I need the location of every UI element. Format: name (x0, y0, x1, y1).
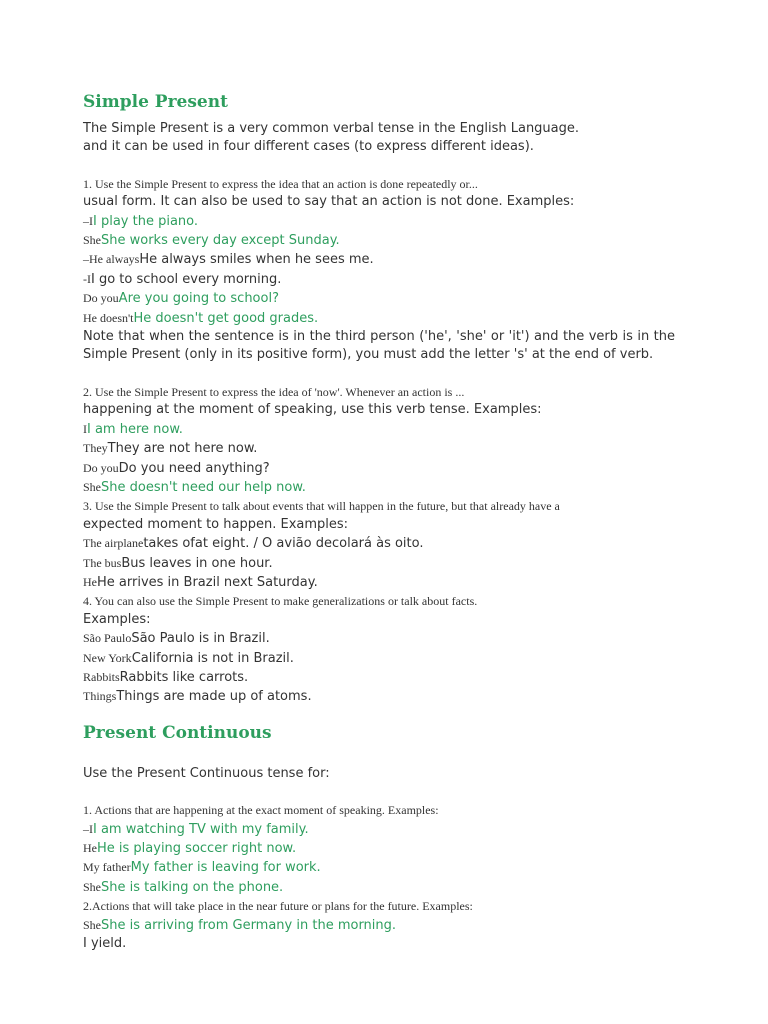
example-sentence: São Paulo is in Brazil. (131, 631, 270, 647)
example-line (83, 270, 675, 289)
example-prefix: -I (83, 271, 91, 286)
example-line (83, 820, 675, 839)
example-line (83, 573, 675, 592)
example-line (83, 459, 675, 478)
example-list (83, 420, 675, 498)
example-sentence: She is arriving from Germany in the morning. (101, 917, 397, 933)
case-title: 2. Use the Simple Present to express the idea of 'now'. Whenever an action is ... (83, 384, 465, 399)
example-line (83, 231, 675, 250)
example-prefix: Do you (83, 291, 119, 306)
example-prefix: She (83, 233, 101, 248)
example-sentence: They are not here now. (107, 441, 258, 457)
paragraph: and it can be used in four different cases (to express different ideas). (83, 139, 534, 155)
example-sentence: California is not in Brazil. (131, 650, 294, 666)
example-sentence: Things are made up of atoms. (116, 689, 312, 705)
example-prefix: Do you (83, 460, 119, 475)
example-sentence: Are you going to school? (118, 291, 279, 307)
document-page (83, 90, 675, 953)
example-sentence: He arrives in Brazil next Saturday. (97, 574, 318, 590)
example-list (83, 629, 675, 707)
example-prefix: She (83, 879, 101, 894)
example-prefix: He (83, 574, 97, 589)
example-prefix: He (83, 841, 97, 855)
example-prefix: –I (83, 213, 93, 228)
paragraph: The Simple Present is a very common verbal tense in the English Language. (83, 121, 580, 136)
example-sentence: She doesn't need our help now. (101, 479, 306, 495)
closing-line: I yield. (83, 936, 127, 952)
example-sentence: He is playing soccer right now. (97, 841, 297, 856)
example-line (83, 250, 675, 269)
example-line (83, 554, 675, 573)
example-sentence: I am watching TV with my family. (93, 821, 309, 837)
example-prefix: –He always (83, 252, 140, 267)
example-prefix: He doesn't (83, 310, 134, 325)
example-prefix: The bus (83, 555, 122, 570)
example-line (83, 649, 675, 668)
paragraph: Examples: (83, 611, 151, 627)
example-line (83, 839, 675, 858)
example-sentence: Bus leaves in one hour. (121, 555, 273, 571)
paragraph: expected moment to happen. Examples: (83, 516, 349, 532)
example-line (83, 289, 675, 308)
example-list (83, 534, 675, 592)
example-sentence: She works every day except Sunday. (101, 233, 340, 249)
example-sentence: I am here now. (87, 421, 183, 437)
example-prefix: –I (83, 821, 93, 836)
example-sentence: She is talking on the phone. (101, 879, 284, 895)
case-title: 1. Use the Simple Present to express the idea that an action is done repeatedly or... (83, 176, 478, 191)
example-sentence: Do you need anything? (118, 460, 270, 476)
case-title: 1. Actions that are happening at the exact moment of speaking. Examples: (83, 803, 439, 818)
example-line (83, 420, 675, 439)
example-sentence: I go to school every morning. (91, 271, 282, 287)
example-sentence: He doesn't get good grades. (133, 310, 319, 326)
example-line (83, 878, 675, 897)
note-paragraph: Note that when the sentence is in the third person ('he', 'she' or 'it') and the verb is in the Simple Present (only in its positive form), you must add the letter 's' at the end of verb. (83, 329, 675, 363)
example-prefix: Rabbits (83, 669, 120, 684)
example-prefix: My father (83, 860, 131, 875)
case-title: 3. Use the Simple Present to talk about events that will happen in the future, but that already have a (83, 499, 560, 514)
section-title: Simple Present (83, 92, 228, 112)
example-list (83, 212, 675, 328)
example-prefix: They (83, 441, 108, 456)
example-list (83, 820, 675, 898)
example-sentence: He always smiles when he sees me. (139, 252, 374, 268)
example-line (83, 629, 675, 648)
paragraph: happening at the moment of speaking, use this verb tense. Examples: (83, 402, 542, 418)
example-line (83, 212, 675, 231)
example-prefix: Things (83, 689, 117, 704)
example-prefix: São Paulo (83, 631, 132, 646)
case-title: 2.Actions that will take place in the near future or plans for the future. Examples: (83, 899, 473, 914)
example-line (83, 687, 675, 706)
case-title: 4. You can also use the Simple Present to make generalizations or talk about facts. (83, 594, 478, 609)
example-prefix: The airplane (83, 536, 144, 551)
example-line (83, 916, 675, 935)
example-prefix: New York (83, 650, 132, 665)
example-prefix: She (83, 479, 101, 494)
example-sentence: Rabbits like carrots. (119, 669, 249, 685)
example-prefix: I (83, 421, 87, 436)
example-sentence: I play the piano. (93, 213, 199, 229)
example-line (83, 439, 675, 458)
paragraph: Use the Present Continuous tense for: (83, 765, 330, 781)
section-title: Present Continuous (83, 722, 272, 743)
example-list (83, 916, 675, 935)
example-sentence: My father is leaving for work. (130, 860, 321, 876)
example-line (83, 858, 675, 877)
example-prefix: She (83, 917, 101, 932)
example-sentence: takes ofat eight. / O avião decolará às oito. (143, 536, 424, 552)
example-line (83, 534, 675, 553)
example-line (83, 309, 675, 328)
paragraph: usual form. It can also be used to say that an action is not done. Examples: (83, 194, 575, 210)
example-line (83, 478, 675, 497)
example-line (83, 668, 675, 687)
